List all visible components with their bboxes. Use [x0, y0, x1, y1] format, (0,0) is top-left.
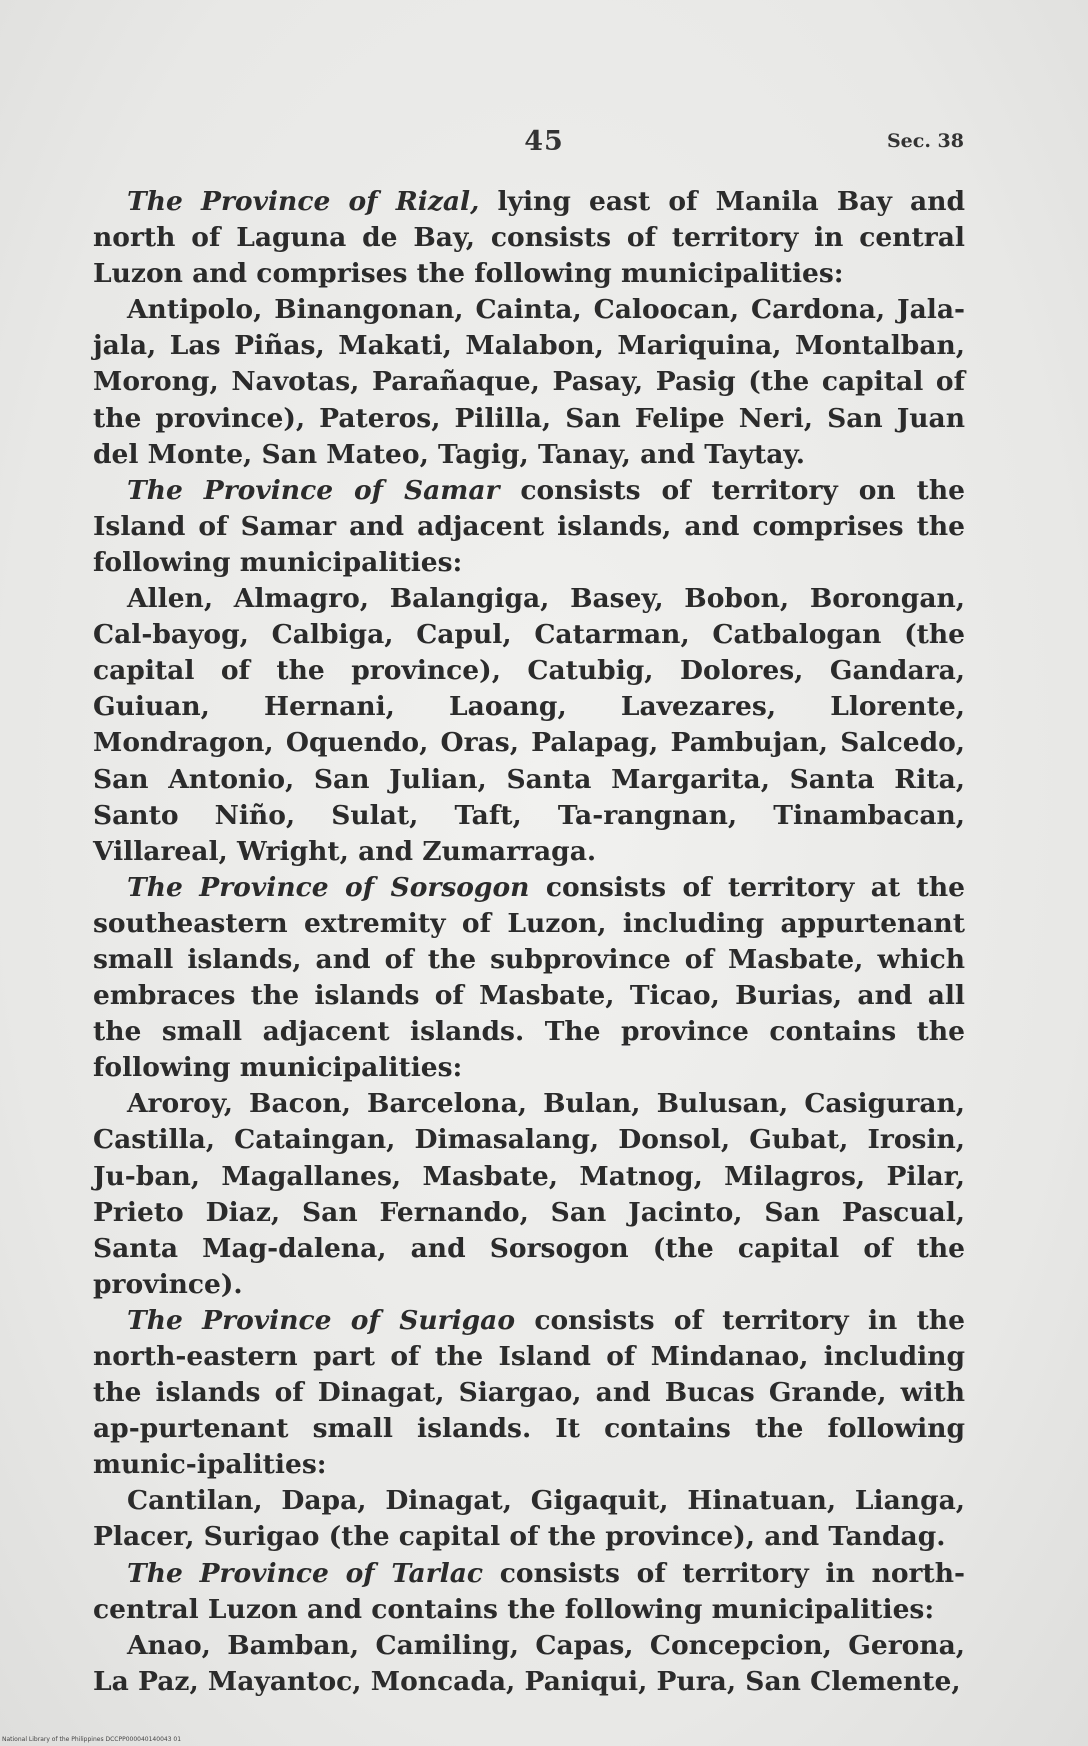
province-name-rizal: The Province of Rizal, — [127, 186, 480, 217]
archive-footer-note: National Library of the Philippines DCCPP000040140043 01 — [2, 1736, 182, 1743]
paragraph-text: Aroroy, Bacon, Barcelona, Bulan, Bulusan, Casiguran, Castilla, Cataingan, Dimasalang, Donsol, Gubat, Irosin, Ju-ban, Magallanes, Masbate, Matnog, Milagros, Pilar, Prieto Diaz, San Fernando, San Jacinto, San Pascual, Santa Mag-dalena, and Sorsogon (the capital of the province). — [93, 1088, 965, 1300]
paragraph-samar-municipalities — [93, 581, 965, 870]
paragraph-text: consists of territory at the southeastern extremity of Luzon, including appurtenant small islands, and of the subprovince of Masbate, which embraces the islands of Masbate, Ticao, Burias, and all the small adjacent islands. The province contains the following municipalities: — [93, 871, 966, 1084]
paragraph-text: Antipolo, Binangonan, Cainta, Caloocan, Cardona, Jala-jala, Las Piñas, Makati, Malabon, Mariquina, Montalban, Morong, Navotas, Parañaque, Pasay, Pasig (the capital of the province), Pateros, Pililla, San Felipe Neri, San Juan del Monte, San Mateo, Tagig, Tanay, and Taytay. — [93, 294, 965, 470]
paragraph-samar-intro — [93, 473, 965, 581]
province-name-surigao: The Province of Surigao — [127, 1304, 516, 1336]
paragraph-text: lying east of Manila Bay and north of Laguna de Bay, consists of territory in central Luzon and comprises the following municipalities: — [93, 186, 965, 290]
paragraph-text: consists of territory in the north-eastern part of the Island of Mindanao, including the islands of Dinagat, Siargao, and Bucas Grande, with ap-purtenant small islands. It contains the following munic-ipalities: — [93, 1304, 965, 1481]
paragraph-sorsogon-municipalities — [93, 1086, 965, 1303]
section-reference: Sec. 38 — [886, 130, 964, 152]
paragraph-text: Anao, Bamban, Camiling, Capas, Concepcion, Gerona, La Paz, Mayantoc, Moncada, Paniqui, Pura, San Clemente, — [93, 1629, 965, 1697]
paragraph-tarlac-municipalities — [93, 1628, 965, 1700]
province-name-sorsogon: The Province of Sorsogon — [127, 871, 530, 903]
paragraph-rizal-intro — [93, 184, 965, 292]
paragraph-surigao-intro — [93, 1303, 965, 1483]
paragraph-text: Allen, Almagro, Balangiga, Basey, Bobon, Borongan, Cal-bayog, Calbiga, Capul, Catarman, Catbalogan (the capital of the province), Catubig, Dolores, Gandara, Guiuan, Hernani, Laoang, Lavezares, Llorente, Mondragon, Oquendo, Oras, Palapag, Pambujan, Salcedo, San Antonio, San Julian, Santa Margarita, Santa Rita, Santo Niño, Sulat, Taft, Ta-rangnan, Tinambacan, Villareal, Wright, and Zumarraga. — [93, 583, 965, 867]
body-text — [93, 184, 965, 1700]
paragraph-text: consists of territory on the Island of Samar and adjacent islands, and comprises the following municipalities: — [93, 474, 965, 578]
paragraph-surigao-municipalities — [93, 1483, 965, 1555]
province-name-tarlac: The Province of Tarlac — [127, 1557, 484, 1589]
paragraph-text: Cantilan, Dapa, Dinagat, Gigaquit, Hinatuan, Lianga, Placer, Surigao (the capital of the province), and Tandag. — [93, 1485, 965, 1553]
paragraph-sorsogon-intro — [93, 870, 965, 1087]
province-name-samar: The Province of Samar — [127, 474, 500, 506]
paragraph-text: consists of territory in north-central Luzon and contains the following municipalities: — [93, 1557, 965, 1625]
page-number: 45 — [524, 126, 564, 157]
paragraph-rizal-municipalities — [93, 292, 965, 472]
paragraph-tarlac-intro — [93, 1556, 965, 1628]
